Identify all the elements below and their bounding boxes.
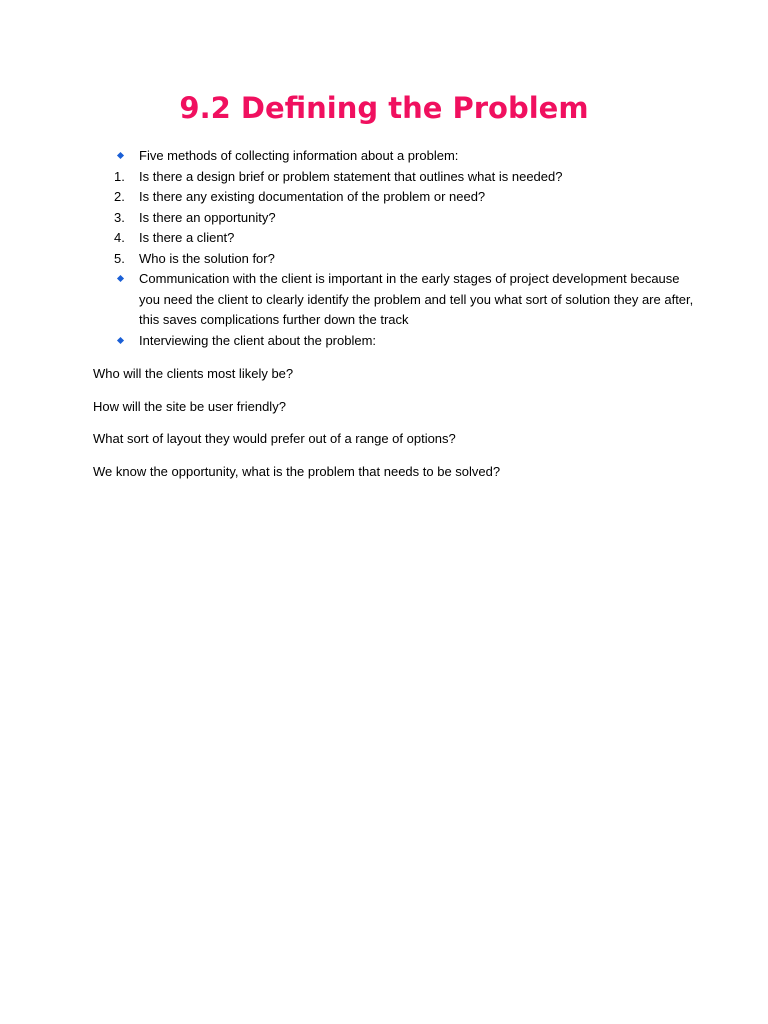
list-number: 1. <box>114 168 125 184</box>
paragraph: What sort of layout they would prefer out of a range of options? <box>93 431 456 446</box>
list-item-text: Who is the solution for? <box>139 250 275 266</box>
list-item-text: Is there any existing documentation of the problem or need? <box>139 189 486 204</box>
diamond-bullet-icon <box>117 275 124 282</box>
list-item <box>114 146 694 167</box>
list-item <box>114 249 694 270</box>
diamond-bullet-icon <box>117 336 124 343</box>
paragraph: We know the opportunity, what is the problem that needs to be solved? <box>93 463 501 479</box>
list-item <box>114 208 694 229</box>
list-number: 3. <box>114 209 125 225</box>
paragraph: How will the site be user friendly? <box>93 398 286 414</box>
page-title: 9.2 Defining the Problem <box>179 91 589 125</box>
list-item-text: Is there a client? <box>139 230 235 245</box>
list-item-text: Interviewing the client about the problem: <box>139 332 377 348</box>
paragraph: Who will the clients most likely be? <box>93 366 294 381</box>
list-item <box>114 269 694 331</box>
list-item-text: Five methods of collecting information about a problem: <box>139 148 459 163</box>
list-item <box>114 331 694 352</box>
list-number: 2. <box>114 189 125 204</box>
list-number: 4. <box>114 230 125 245</box>
list-item <box>114 228 694 249</box>
list-item-text: Communication with the client is important in the early stages of project development because you need the client to clearly identify the problem and tell you what sort of solution they are after, this saves complications further down the track <box>139 271 694 327</box>
list-item <box>114 187 694 208</box>
bullet-list <box>114 146 694 351</box>
diamond-bullet-icon <box>117 152 124 159</box>
list-item <box>114 167 694 188</box>
question-paragraphs <box>93 364 713 494</box>
list-item-text: Is there an opportunity? <box>139 209 276 225</box>
list-item-text: Is there a design brief or problem statement that outlines what is needed? <box>139 168 563 184</box>
list-number: 5. <box>114 250 125 266</box>
